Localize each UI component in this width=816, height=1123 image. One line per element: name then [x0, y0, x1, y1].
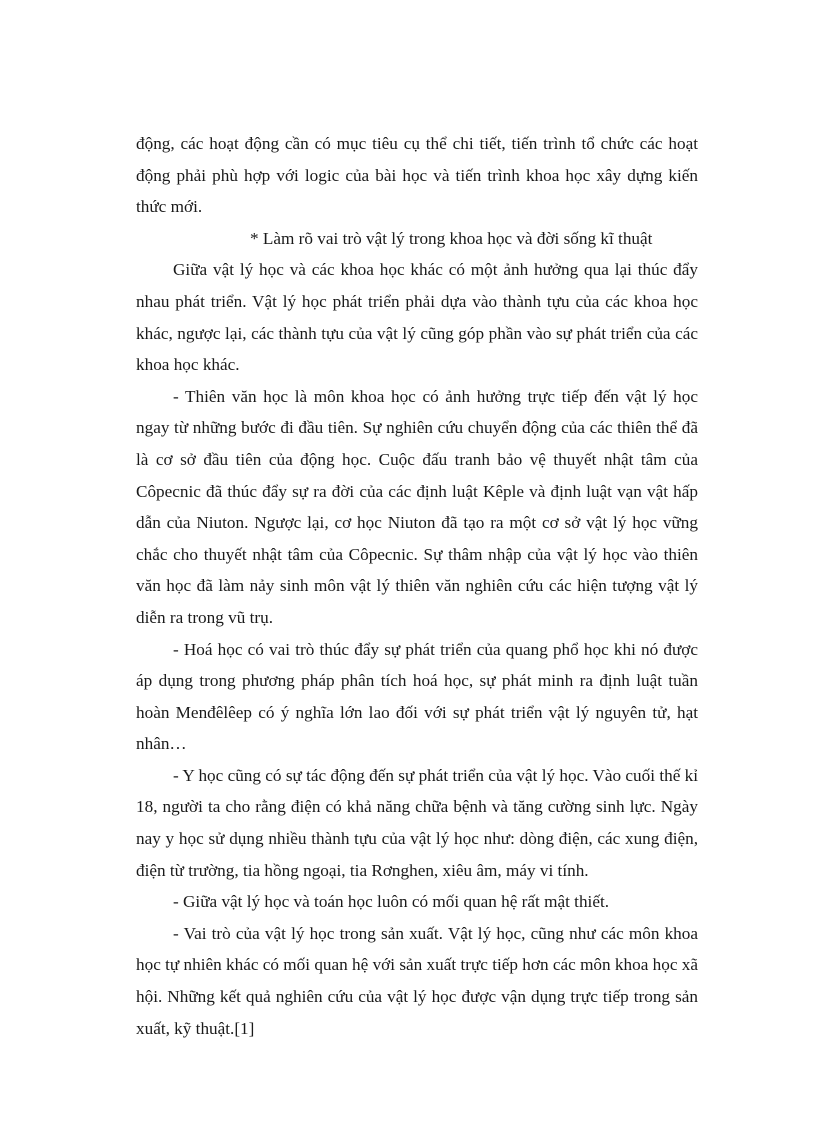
paragraph-mathematics: - Giữa vật lý học và toán học luôn có mối quan hệ rất mật thiết. — [173, 892, 610, 912]
paragraph-chemistry: - Hoá học có vai trò thúc đẩy sự phát triển của quang phổ học khi nó được áp dụng trong phương pháp phân tích hoá học, sự phát minh ra định luật tuần hoàn Menđêlêep có ý nghĩa lớn lao đối với sự phát triển vật lý nguyên tử, hạt nhân… — [136, 639, 698, 754]
document-page — [136, 128, 698, 1044]
paragraph-medicine: - Y học cũng có sự tác động đến sự phát triển của vật lý học. Vào cuối thế kỉ 18, người ta cho rằng điện có khả năng chữa bệnh và tăng cường sinh lực. Ngày nay y học sử dụng nhiều thành tựu của vật lý học như: dòng điện, các xung điện, điện từ trường, tia hồng ngoại, tia Rơnghen, xiêu âm, máy vi tính. — [136, 765, 698, 880]
paragraph-production: - Vai trò của vật lý học trong sản xuất. Vật lý học, cũng như các môn khoa học tự nhiên khác có mối quan hệ với sản xuất trực tiếp hơn các môn khoa học xã hội. Những kết quả nghiên cứu của vật lý học được vận dụng trực tiếp trong sản xuất, kỹ thuật.[1] — [136, 923, 698, 1038]
paragraph-intro: Giữa vật lý học và các khoa học khác có một ảnh hưởng qua lại thúc đẩy nhau phát triển. Vật lý học phát triển phải dựa vào thành tựu của các khoa học khác, ngược lại, các thành tựu của vật lý cũng góp phần vào sự phát triển của các khoa học khác. — [136, 260, 698, 375]
paragraph-continuation: động, các hoạt động cần có mục tiêu cụ thể chi tiết, tiến trình tổ chức các hoạt động phải phù hợp với logic của bài học và tiến trình khoa học xây dựng kiến thức mới. — [136, 134, 698, 217]
section-heading: * Làm rõ vai trò vật lý trong khoa học và đời sống kĩ thuật — [250, 228, 653, 248]
paragraph-astronomy: - Thiên văn học là môn khoa học có ảnh hưởng trực tiếp đến vật lý học ngay từ những bước đi đầu tiên. Sự nghiên cứu chuyển động của các thiên thể đã là cơ sở đầu tiên của động học. Cuộc đấu tranh bảo vệ thuyết nhật tâm của Côpecnic đã thúc đẩy sự ra đời của các định luật Kêple và định luật vạn vật hấp dẫn của Niuton. Ngược lại, cơ học Niuton đã tạo ra một cơ sở vật lý học vững chắc cho thuyết nhật tâm của Côpecnic. Sự thâm nhập của vật lý học vào thiên văn học đã làm nảy sinh môn vật lý thiên văn nghiên cứu các hiện tượng vật lý diễn ra trong vũ trụ. — [136, 386, 698, 627]
